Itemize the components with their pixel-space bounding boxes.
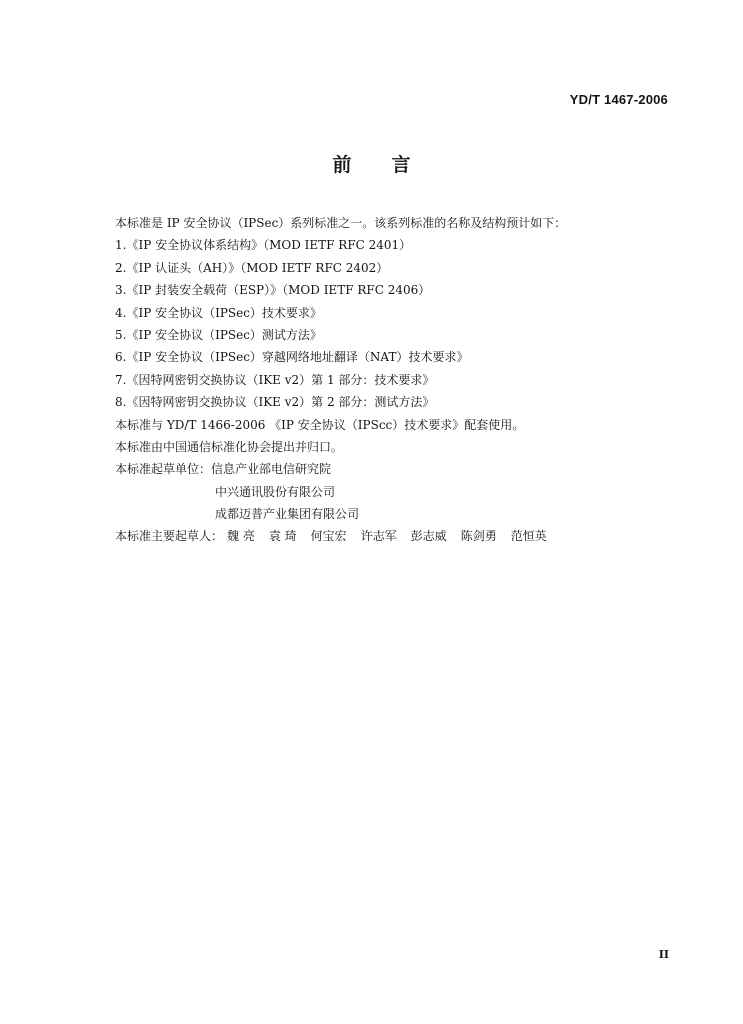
- intro-paragraph: 本标准是 IP 安全协议（IPSec）系列标准之一。该系列标准的名称及结构预计如下：: [115, 216, 567, 230]
- page-title: [0, 150, 743, 177]
- list-item: 1.《IP 安全协议体系结构》（MOD IETF RFC 2401）: [115, 238, 412, 253]
- drafting-unit-line: [115, 458, 675, 480]
- drafting-unit: 信息产业部电信研究院: [211, 462, 332, 477]
- list-item: 7.《因特网密钥交换协议（IKE v2）第 1 部分：技术要求》: [115, 372, 435, 387]
- title-char-2: 言: [391, 154, 411, 176]
- list-item: 2.《IP 认证头（AH）》（MOD IETF RFC 2402）: [115, 260, 389, 275]
- list-item: 5.《IP 安全协议（IPSec）测试方法》: [115, 327, 322, 342]
- drafting-unit: 中兴通讯股份有限公司: [215, 484, 336, 499]
- drafter-name: 袁 琦: [268, 529, 297, 544]
- drafting-units-label: 本标准起草单位：: [115, 462, 212, 477]
- drafter-name: 何宝宏: [310, 529, 347, 544]
- title-char-1: 前: [332, 154, 352, 176]
- foreword-body: [115, 212, 675, 548]
- proposer-paragraph: 本标准由中国通信标准化协会提出并归口。: [115, 439, 344, 454]
- drafter-name: 魏 亮: [227, 529, 255, 544]
- usage-paragraph: 本标准与 YD/T 1466-2006 《IP 安全协议（IPScc）技术要求》配套使用。: [115, 417, 525, 432]
- drafter-name: 陈剑勇: [460, 529, 497, 544]
- drafter-name: 范恒英: [510, 529, 547, 544]
- drafter-name: 彭志威: [410, 529, 447, 544]
- drafter-name: 许志军: [360, 529, 397, 544]
- drafting-unit: 成都迈普产业集团有限公司: [215, 507, 360, 522]
- list-item: 8.《因特网密钥交换协议（IKE v2）第 2 部分：测试方法》: [115, 395, 435, 410]
- list-item: 4.《IP 安全协议（IPSec）技术要求》: [115, 305, 322, 320]
- list-item: 6.《IP 安全协议（IPSec）穿越网络地址翻译（NAT）技术要求》: [115, 350, 469, 365]
- drafters-label: 本标准主要起草人：: [115, 529, 224, 544]
- standard-number: YD/T 1467-2006: [569, 92, 668, 107]
- drafters-line: [115, 525, 675, 547]
- page-number: II: [658, 948, 669, 961]
- list-item: 3.《IP 封装安全载荷（ESP）》（MOD IETF RFC 2406）: [115, 283, 431, 298]
